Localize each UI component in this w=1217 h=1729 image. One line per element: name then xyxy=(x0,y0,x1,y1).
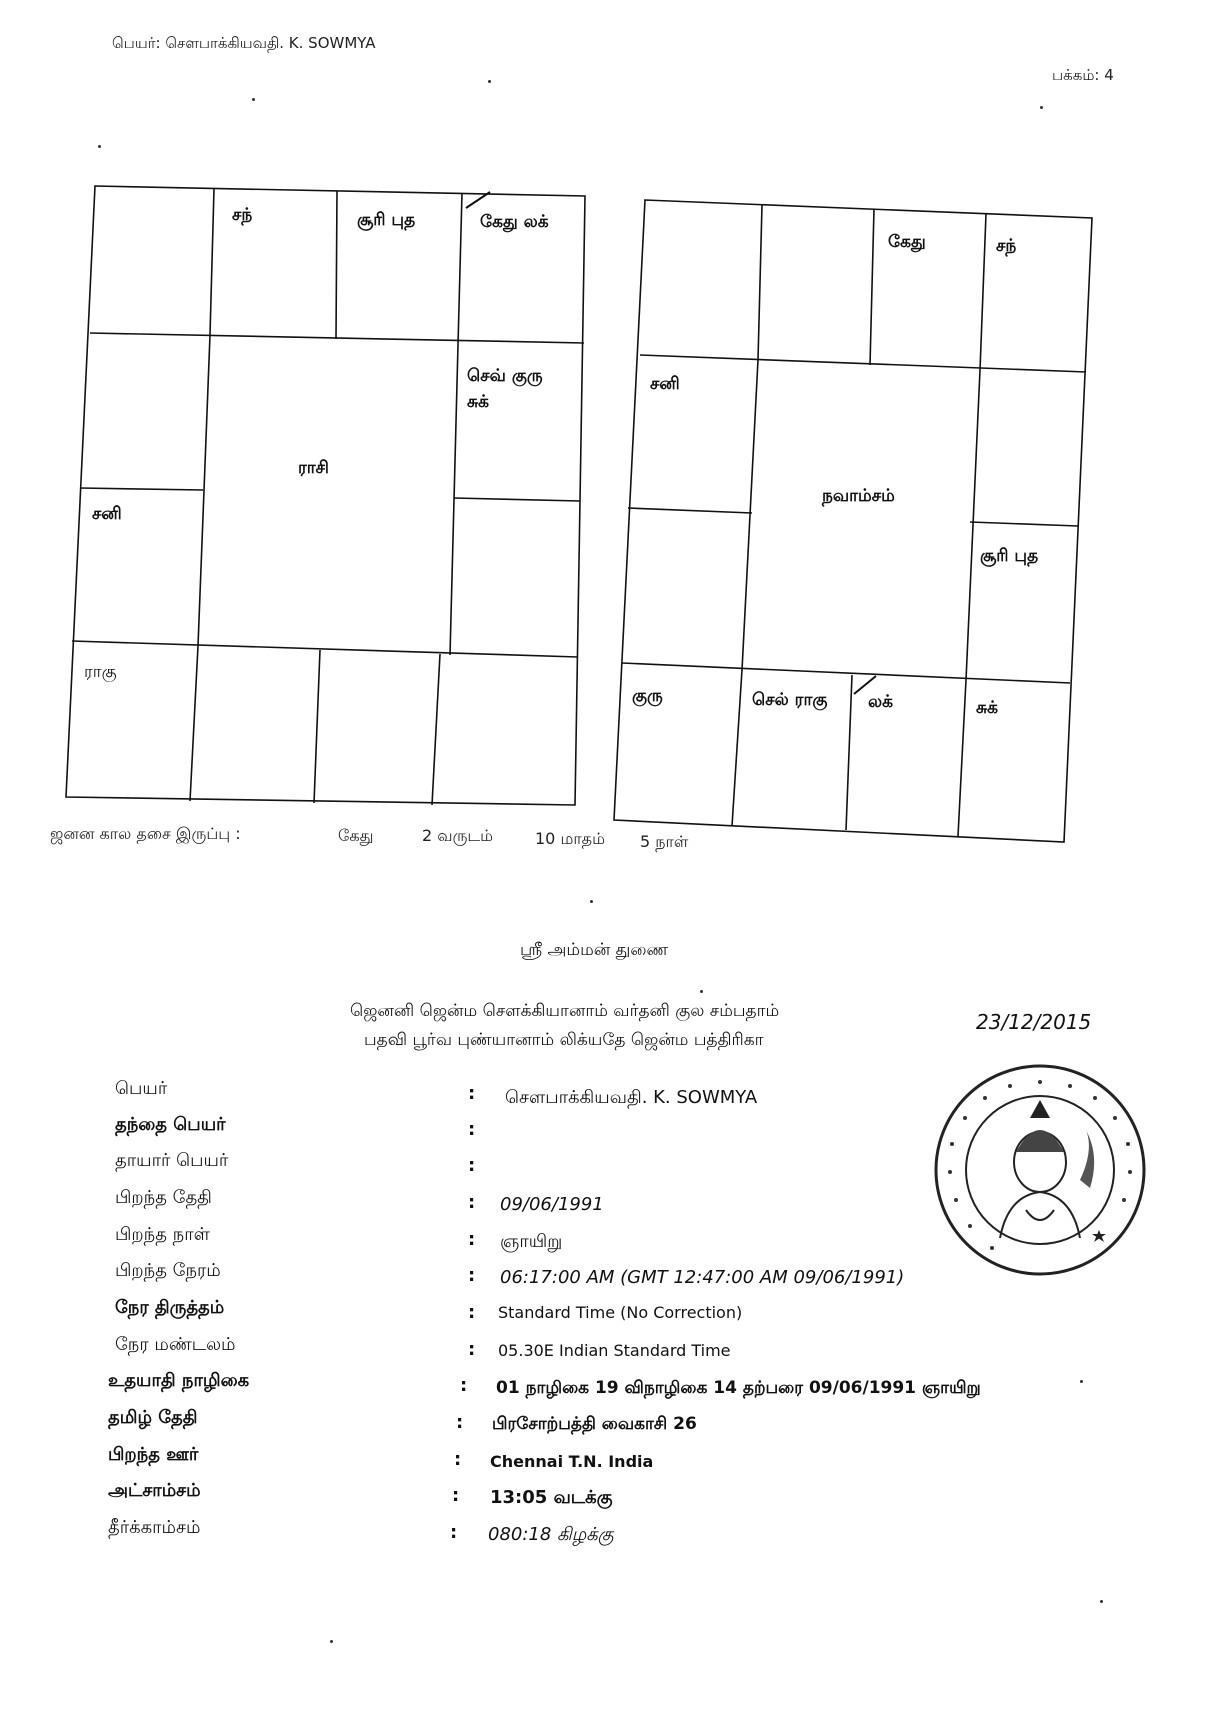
rasi-cell-sevvai-guru: செவ் குரு xyxy=(467,366,543,386)
header-name: பெயர்: சௌபாக்கியவதி. K. SOWMYA xyxy=(112,34,376,52)
dasa-balance-months: 10 மாதம் xyxy=(535,829,605,848)
label-latitude: அட்சாம்சம் xyxy=(108,1480,201,1501)
dasa-balance-years: 2 வருடம் xyxy=(422,826,494,845)
colon: : xyxy=(460,1375,468,1396)
rasi-cell-chandra: சந் xyxy=(232,205,253,225)
value-name: சௌபாக்கியவதி. K. SOWMYA xyxy=(505,1087,758,1108)
label-birth-date: பிறந்த தேதி xyxy=(115,1187,212,1208)
verse-line-2: பதவி பூர்வ புண்யானாம் லிக்யதே ஜென்ம பத்திரிகா xyxy=(364,1030,764,1050)
rasi-cell-sukra: சுக் xyxy=(467,392,489,412)
rasi-cell-rahu: ராகு xyxy=(84,662,117,682)
value-birth-place: Chennai T.N. India xyxy=(490,1452,654,1471)
page-number: பக்கம்: 4 xyxy=(1052,66,1114,84)
colon: : xyxy=(468,1083,476,1104)
value-tamil-date: பிரசோற்பத்தி வைகாசி 26 xyxy=(492,1414,697,1434)
value-udayadi-nazhigai: 01 நாழிகை 19 விநாழிகை 14 தற்பரை 09/06/1991 ஞாயிறு xyxy=(496,1378,981,1398)
value-longitude: 080:18 கிழக்கு xyxy=(488,1524,614,1545)
label-birth-day: பிறந்த நாள் xyxy=(115,1224,210,1245)
rasi-chart-grid xyxy=(66,186,585,805)
label-father-name: தந்தை பெயர் xyxy=(115,1114,226,1135)
colon: : xyxy=(468,1155,476,1176)
colon: : xyxy=(468,1229,476,1250)
label-longitude: தீர்க்காம்சம் xyxy=(108,1517,201,1538)
invocation: ஸ்ரீ அம்மன் துணை xyxy=(520,940,669,960)
dasa-balance-planet: கேது xyxy=(338,826,374,845)
astrologer-seal xyxy=(930,1060,1150,1280)
colon: : xyxy=(468,1119,476,1140)
label-birth-time: பிறந்த நேரம் xyxy=(115,1260,221,1281)
navamsa-cell-lagna: லக் xyxy=(868,692,893,712)
navamsa-center-title: நவாம்சம் xyxy=(822,486,895,506)
colon: : xyxy=(450,1522,458,1543)
label-birth-place: பிறந்த ஊர் xyxy=(108,1444,199,1465)
rasi-center-title: ராசி xyxy=(298,458,329,478)
label-time-zone: நேர மண்டலம் xyxy=(115,1334,236,1355)
rasi-cell-surya-budha: சூரி புத xyxy=(357,210,416,230)
dasa-balance-days: 5 நாள் xyxy=(640,832,689,851)
value-time-correction: Standard Time (No Correction) xyxy=(498,1303,743,1322)
navamsa-cell-chandra: சந் xyxy=(996,236,1017,256)
value-birth-day: ஞாயிறு xyxy=(500,1231,563,1252)
label-tamil-date: தமிழ் தேதி xyxy=(108,1407,198,1428)
navamsa-cell-sukra: சுக் xyxy=(976,698,998,718)
value-latitude: 13:05 வடக்கு xyxy=(490,1487,613,1508)
navamsa-cell-guru: குரு xyxy=(632,686,663,706)
verse-line-1: ஜெனனி ஜென்ம சௌக்கியானாம் வர்தனி குல சம்பதாம் xyxy=(350,1001,780,1021)
navamsa-cell-surya-budha: சூரி புத xyxy=(980,546,1039,566)
value-birth-time: 06:17:00 AM (GMT 12:47:00 AM 09/06/1991) xyxy=(500,1267,905,1288)
label-name: பெயர் xyxy=(115,1078,168,1099)
document-date: 23/12/2015 xyxy=(976,1010,1092,1034)
label-udayadi-nazhigai: உதயாதி நாழிகை xyxy=(108,1370,250,1391)
value-time-zone: 05.30E Indian Standard Time xyxy=(498,1341,731,1360)
label-time-correction: நேர திருத்தம் xyxy=(115,1297,225,1318)
dasa-balance-label: ஜனன கால தசை இருப்பு : xyxy=(50,824,241,843)
navamsa-cell-ketu: கேது xyxy=(888,232,926,252)
colon: : xyxy=(456,1412,464,1433)
colon: : xyxy=(454,1449,462,1470)
navamsa-chart-grid xyxy=(614,200,1092,842)
label-mother-name: தாயார் பெயர் xyxy=(115,1150,229,1171)
colon: : xyxy=(468,1339,476,1360)
colon: : xyxy=(468,1192,476,1213)
navamsa-cell-sevvai-rahu: செல் ராகு xyxy=(752,690,828,710)
colon: : xyxy=(452,1485,460,1506)
colon: : xyxy=(468,1302,476,1323)
navamsa-cell-sani: சனி xyxy=(650,374,680,394)
rasi-cell-ketu-lagna: கேது லக் xyxy=(480,212,549,232)
rasi-cell-sani: சனி xyxy=(92,504,122,524)
colon: : xyxy=(468,1265,476,1286)
value-birth-date: 09/06/1991 xyxy=(500,1194,604,1215)
